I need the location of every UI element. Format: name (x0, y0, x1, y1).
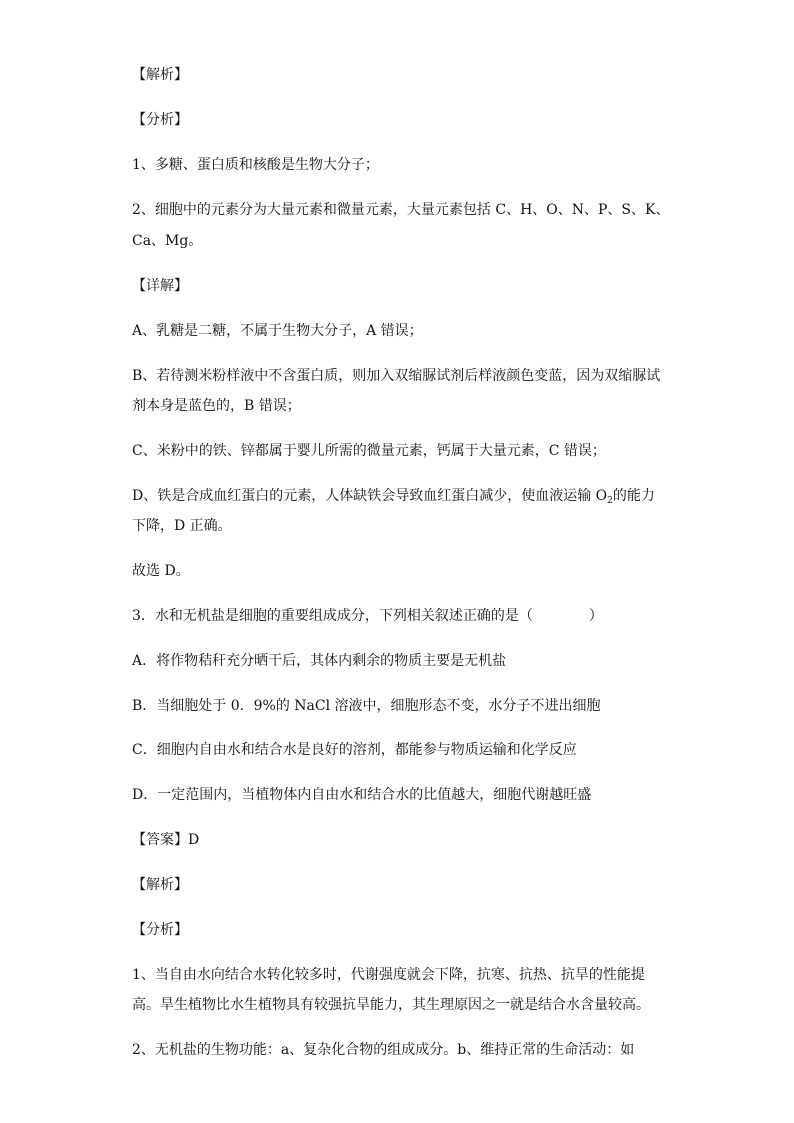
detail-option-a: A、乳糖是二糖，不属于生物大分子，A 错误； (132, 323, 423, 339)
answer-line: 【答案】D (132, 832, 200, 848)
breakdown-2-point-1-line-1: 1、当自由水向结合水转化较多时，代谢强度就会下降，抗寒、抗热、抗旱的性能提 (132, 967, 645, 983)
question-3-option-d: D．一定范围内，当植物体内自由水和结合水的比值越大，细胞代谢越旺盛 (132, 787, 592, 803)
detail-option-b-line-1: B、若待测米粉样液中不含蛋白质，则加入双缩脲试剂后样液颜色变蓝，因为双缩脲试 (132, 368, 661, 384)
question-3-option-a: A．将作物秸秆充分晒干后，其体内剩余的物质主要是无机盐 (132, 653, 507, 669)
heading-analysis-2: 【解析】 (132, 877, 188, 893)
detail-option-d-text-after: 的能力 (612, 488, 655, 504)
question-3-option-b: B．当细胞处于 0．9%的 NaCl 溶液中，细胞形态不变，水分子不进出细胞 (132, 698, 601, 714)
question-3-stem: 3．水和无机盐是细胞的重要组成成分，下列相关叙述正确的是（ ） (132, 608, 603, 624)
detail-option-d-text-before: D、铁是合成血红蛋白的元素，人体缺铁会导致血红蛋白减少，使血液运输 O (132, 488, 608, 504)
heading-breakdown: 【分析】 (132, 112, 188, 128)
choice-summary: 故选 D。 (132, 563, 190, 579)
detail-option-c: C、米粉中的铁、锌都属于婴儿所需的微量元素，钙属于大量元素，C 错误； (132, 443, 606, 459)
breakdown-point-2-line-1: 2、细胞中的元素分为大量元素和微量元素，大量元素包括 C、H、O、N、P、S、K、 (132, 202, 670, 218)
heading-breakdown-2: 【分析】 (132, 922, 188, 938)
detail-option-b-line-2: 剂本身是蓝色的，B 错误； (132, 398, 301, 414)
question-3-option-c: C．细胞内自由水和结合水是良好的溶剂，都能参与物质运输和化学反应 (132, 742, 577, 758)
breakdown-point-1: 1、多糖、蛋白质和核酸是生物大分子； (132, 157, 379, 173)
breakdown-point-2-line-2: Ca、Mg。 (132, 233, 203, 249)
oxygen-subscript: 2 (607, 496, 613, 506)
detail-option-d-line-1 (132, 487, 655, 505)
heading-detailed-explanation: 【详解】 (132, 278, 188, 294)
breakdown-2-point-1-line-2: 高。旱生植物比水生植物具有较强抗旱能力，其生理原因之一就是结合水含量较高。 (132, 997, 650, 1013)
breakdown-2-point-2-line-1: 2、无机盐的生物功能：a、复杂化合物的组成成分。b、维持正常的生命活动：如 (132, 1042, 635, 1058)
detail-option-d-line-2: 下降，D 正确。 (132, 518, 232, 534)
heading-analysis: 【解析】 (132, 67, 188, 83)
